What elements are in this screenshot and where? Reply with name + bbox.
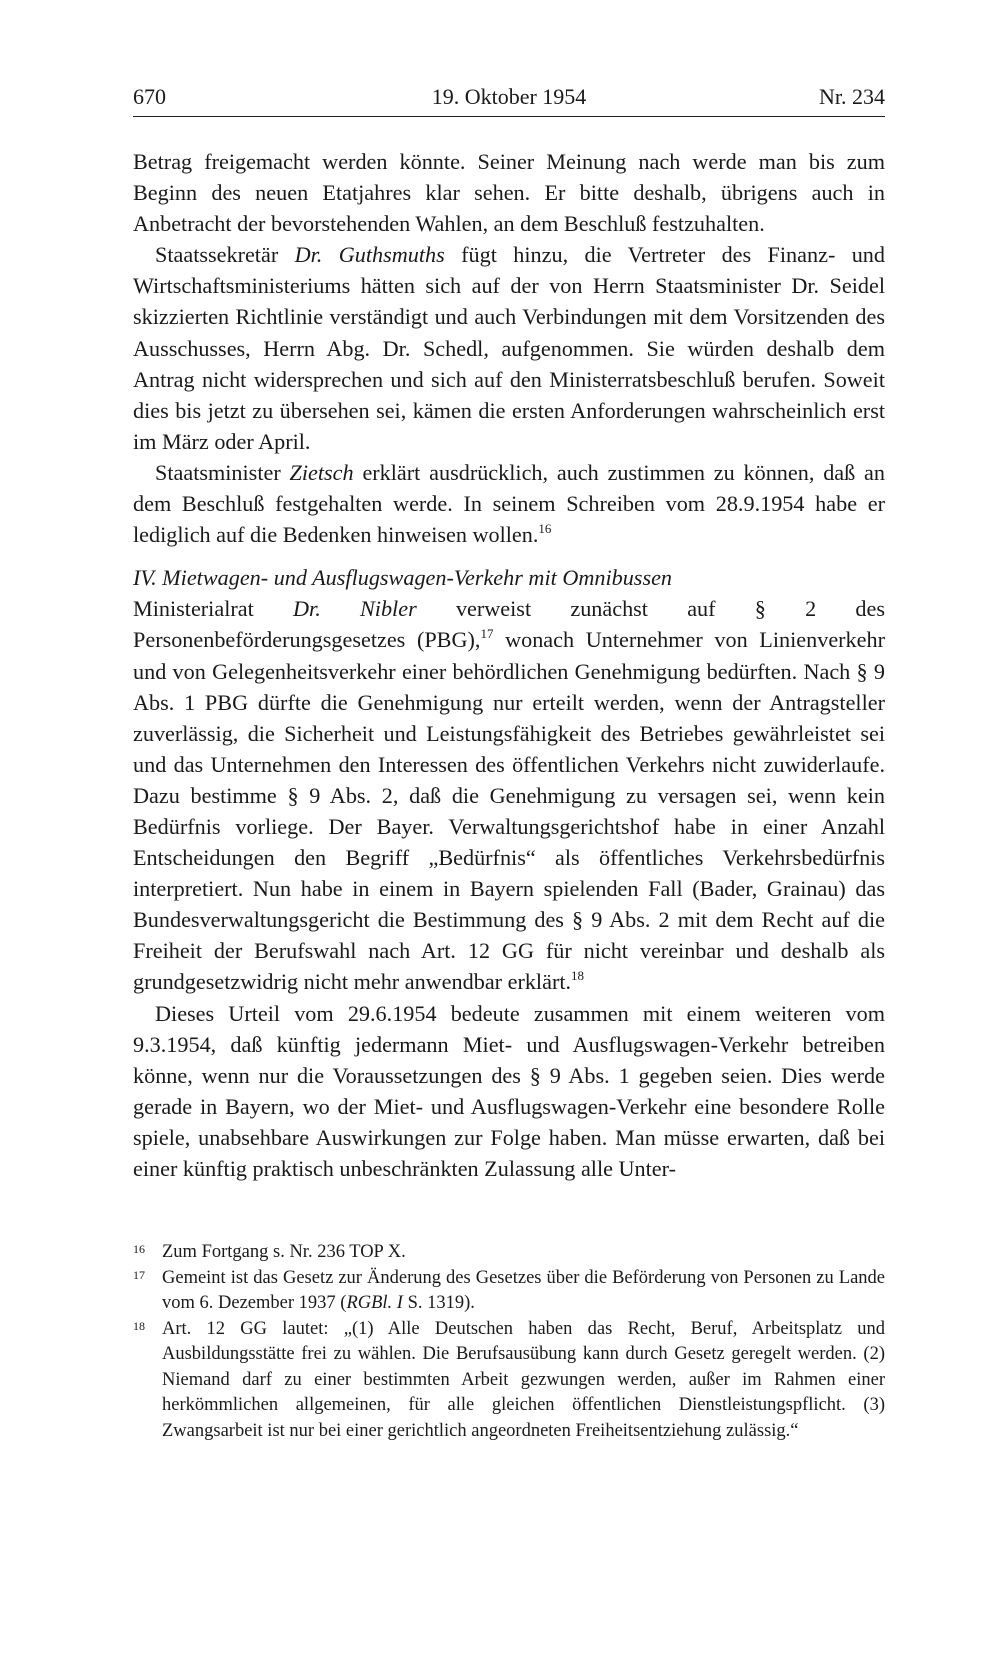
footnote-text: Gemeint ist das Gesetz zur Änderung des Gesetzes über die Beförderung von Personen zu Lande vom 6. Dezember 1937 ( [162,1267,885,1313]
paragraph-text: erklärt ausdrücklich, auch zustimmen zu können, daß an dem Beschluß festgehalten werde. In seinem Schreiben vom 28.9.1954 habe er lediglich auf die Bedenken hinweisen wollen. [133,459,885,548]
footnote-ref[interactable]: 17 [480,626,494,642]
section-heading: IV. Mietwagen- und Ausflugswagen-Verkehr mit Omnibussen [133,565,673,591]
document-number: Nr. 234 [819,84,885,109]
paragraph-text: verweist zunächst auf § 2 des Personenbeförderungsgesetzes (PBG), [133,596,886,653]
main-text [133,146,885,1184]
paragraph: Dieses Urteil vom 29.6.1954 bedeute zusammen mit einem weiteren vom 9.3.1954, daß künftig jedermann Miet- und Ausflugswagen-Verkehr betreiben könne, wenn nur die Voraussetzungen des § 9 Abs. 1 gegeben seien. Dies werde gerade in Bayern, wo der Miet- und Ausflugswagen-Verkehr eine besondere Rolle spiele, unabsehbare Auswirkungen zur Folge haben. Man müsse erwarten, daß bei einer künftig praktisch unbeschränkten Zulassung alle Unter- [133,1000,885,1181]
footnote-ref[interactable]: 16 [538,521,552,537]
footnote-number: 18 [133,1318,145,1333]
paragraph [133,239,885,457]
footnote-text: Zum Fortgang s. Nr. 236 TOP X. [162,1242,406,1262]
citation-italic: RGBl. I [346,1293,403,1313]
footnote [133,1240,885,1266]
running-header [133,80,885,117]
footnote-text: S. 1319). [402,1293,475,1313]
footnote-number: 16 [133,1242,145,1256]
footnotes [133,1240,885,1444]
paragraph [133,593,885,997]
paragraph-text: Staatssekretär [155,242,295,268]
person-name: Dr. Nibler [293,596,417,622]
paragraph-text: Ministerialrat [133,596,294,622]
paragraph-text: fügt hinzu, die Vertreter des Finanz- und Wirtschaftsministeriums hätten sich auf der von Herrn Staatsminister Dr. Seidel skizzierten Richtlinie verständigt und auch Verbindungen mit dem Vorsitzenden des Ausschusses, Herrn Abg. Dr. Schedl, aufgenommen. Sie würden deshalb dem Antrag nicht widersprechen und sich auf den Ministerratsbeschluß berufen. Soweit dies bis jetzt zu übersehen sei, kämen die ersten Anforderungen wahrscheinlich erst im März oder April. [133,242,885,454]
page-number: 670 [133,84,166,109]
paragraph [133,457,885,550]
header-date: 19. Oktober 1954 [431,84,587,109]
person-name: Dr. Guthsmuths [294,242,445,268]
paragraph-text: Staatsminister [155,459,290,485]
footnote-number: 17 [133,1267,145,1282]
footnote [133,1266,885,1317]
paragraph: Betrag freigemacht werden könnte. Seiner Meinung nach werde man bis zum Beginn des neuen Etatjahres klar sehen. Er bitte deshalb, übrigens auch in Anbetracht der bevorstehenden Wahlen, an dem Beschluß festzuhalten. [133,149,885,237]
paragraph-text: wonach Unternehmer von Linienverkehr und von Gelegenheitsverkehr einer behördlichen Genehmigung bedürften. Nach § 9 Abs. 1 PBG dürfte die Genehmigung nur erteilt werden, wenn der Antragsteller zuverlässig, die Sicherheit und Leistungsfähigkeit des Betriebes gewährleistet sei und das Unternehmen den Interessen des öffentlichen Verkehrs nicht zuwiderlaufe. Dazu bestimme § 9 Abs. 2, daß die Genehmigung zu versagen sei, wenn kein Bedürfnis vorliege. Der Bayer. Verwaltungsgerichtshof habe in einer Anzahl Entscheidungen den Begriff „Bedürfnis“ als öffentliches Verkehrsbedürfnis interpretiert. Nun habe in einem in Bayern spielenden Fall (Bader, Grainau) das Bundesverwaltungsgericht die Bestimmung des § 9 Abs. 2 mit dem Recht auf die Freiheit der Berufswahl nach Art. 12 GG für nicht vereinbar und deshalb als grundgesetzwidrig nicht mehr anwendbar erklärt. [133,627,885,995]
footnote [133,1317,885,1445]
footnote-ref[interactable]: 18 [571,968,585,984]
footnote-text: Art. 12 GG lautet: „(1) Alle Deutschen haben das Recht, Beruf, Arbeitsplatz und Ausbildungsstätte frei zu wählen. Die Berufsausübung kann durch Gesetz geregelt werden. (2) Niemand darf zu einer bestimmten Arbeit gezwungen werden, außer im Rahmen einer herkömmlichen allgemeinen, für alle gleichen öffentlichen Dienstleistungspflicht. (3) Zwangsarbeit ist nur bei einer gerichtlich angeordneten Freiheitsentziehung zulässig.“ [162,1318,885,1441]
person-name: Zietsch [289,459,354,485]
